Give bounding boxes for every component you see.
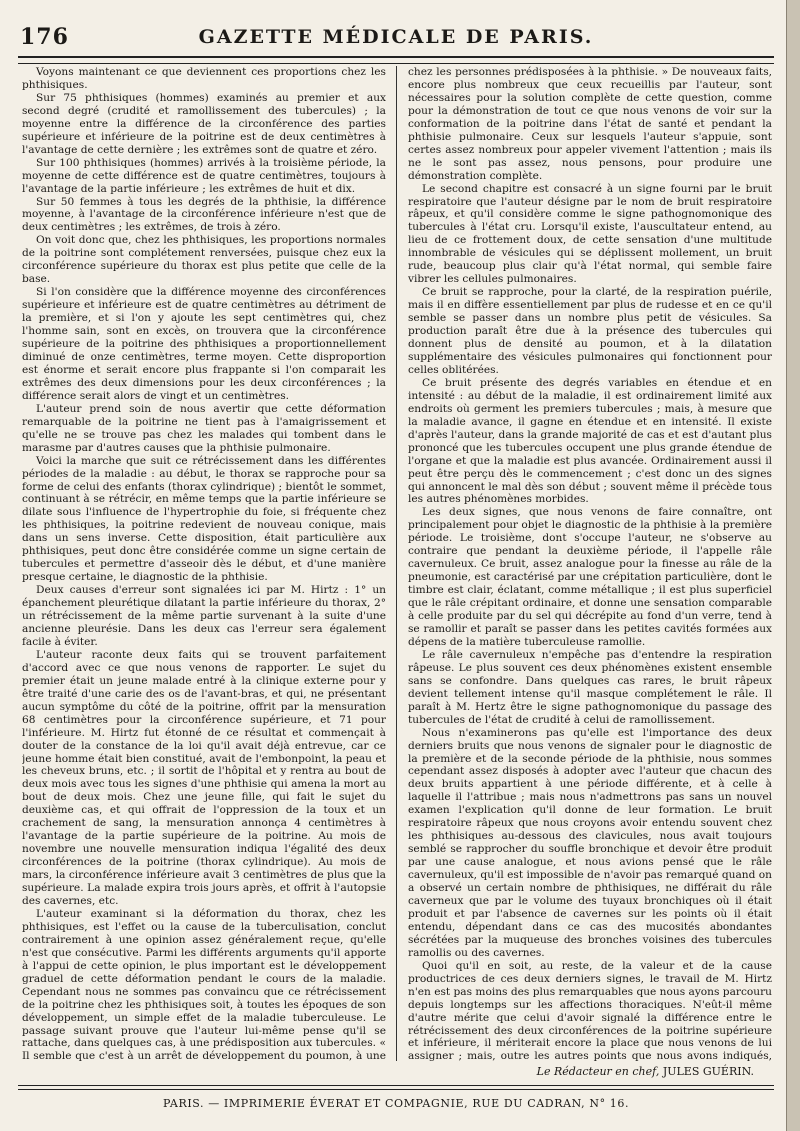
page-edge [786,0,800,1131]
paragraph: L'auteur examinant si la déformation du thorax, chez les phthisiques, est l'effet ou la cause de la tuberculisation, conclut contrairement à une opinion assez généralement reçue, qu'elle n'est que consécutive. Parmi les différents arguments qu'il apporte à l'appui de cette opinion, le plus important est le développement graduel de cette déformation pendant le cours de la maladie. Cependant nous ne sommes pas convaincu que ce rétrécissement de la poitrine chez les phthisiques soit, à toutes les époques de son développement, un simple effet de la maladie tuberculeuse. Le passage suivant prouve que l'auteur lui-même pense qu'il se rattache, dans quelques cas, à une prédisposition aux tubercules. « Il semble que c'est à un arrêt de développement du poumon, à une [22,907,386,1061]
paragraph: Si l'on considère que la différence moyenne des circonférences supérieure et inférieure est de quatre centimètres au détriment de la première, et si l'on y ajoute les sept centimètres qui, chez l'homme sain, sont en excès, on trouvera que la circonférence supérieure de la poitrine des phthisiques a proportionnellement diminué de onze centimètres, terme moyen. Cette disproportion est énorme et serait encore plus frappante si l'on comparait les extrêmes des deux dimensions pour les deux circonférences ; la différence serait alors de vingt et un centimètres. [22,286,386,402]
editor-signature [390,1065,754,1078]
paragraph: L'auteur prend soin de nous avertir que cette déformation remarquable de la poitrine ne tient pas à l'amaigrissement et qu'elle ne se trouve pas chez les malades qui tombent dans le marasme par d'autres causes que la phthisie pulmonaire. [22,402,386,454]
journal-title: GAZETTE MÉDICALE DE PARIS. [198,26,594,48]
footer-rule [18,1085,774,1090]
signature-role: Le Rédacteur en chef, [536,1065,660,1078]
paragraph: chez les personnes prédisposées à la phthisie. » De nouveaux faits, encore plus nombreux que ceux recueillis par l'auteur, sont nécessaires pour la solution complète de cette question, comme pour la démonstration de tout ce que nous venons de voir sur la conformation de la poitrine dans l'état de santé et pendant la phthisie pulmonaire. Ceux sur lesquels l'auteur s'appuie, sont certes assez nombreux pour appeler vivement l'attention ; mais ils ne le sont pas assez, nous pensons, pour produire une démonstration complète. [408,66,772,182]
column-divider [396,66,397,1061]
paragraph: Quoi qu'il en soit, au reste, de la valeur et de la cause productrices de ces deux derniers signes, le travail de M. Hirtz n'en est pas moins des plus remarquables que nous ayons parcouru depuis longtemps sur les affections thoraciques. N'eût-il même d'autre mérite que celui d'avoir signalé la différence entre le rétrécissement des deux circonférences de la poitrine supérieure et inférieure, il mériterait encore la place que nous venons de lui assigner ; mais, outre les autres points que nous avons indiqués, [408,959,772,1061]
paragraph: Ce bruit se rapproche, pour la clarté, de la respiration puérile, mais il en diffère essentiellement par plus de rudesse et en ce qu'il semble se passer dans un nombre plus petit de vésicules. Sa production paraît être due à la présence des tubercules qui donnent plus de densité au poumon, et à la dilatation supplémentaire des vésicules pulmonaires qui fonctionnent pour celles oblitérées. [408,286,772,376]
paragraph: Deux causes d'erreur sont signalées ici par M. Hirtz : 1° un épanchement pleurétique dilatant la partie inférieure du thorax, 2° un rétrécissement de la même partie survenant à la suite d'une ancienne pleurésie. Dans les deux cas l'erreur sera également facile à éviter. [22,584,386,648]
left-column [22,66,386,1061]
page-header [18,20,774,56]
paragraph: Le râle cavernuleux n'empêche pas d'entendre la respiration râpeuse. Le plus souvent ces deux phénomènes existent ensemble sans se confondre. Dans quelques cas rares, le bruit râpeux devient tellement intense qu'il masque complétement le râle. Il paraît à M. Hertz être le signe pathognomonique du passage des tubercules de l'état de crudité à celui de ramollissement. [408,648,772,726]
page-number: 176 [20,24,69,50]
signature-name: JULES GUÉRIN. [662,1065,754,1078]
paragraph: L'auteur raconte deux faits qui se trouvent parfaitement d'accord avec ce que nous venons de rapporter. Le sujet du premier était un jeune malade entré à la clinique externe pour y être traité d'une carie des os de l'avant-bras, et qui, ne présentant aucun symptôme du côté de la poitrine, offrit par la mensuration 68 centimètres pour la circonférence supérieure, et 71 pour l'inférieure. M. Hirtz fut étonné de ce résultat et commençait à douter de la constance de la loi qu'il avait déjà entrevue, car ce jeune homme était bien constitué, avait de l'embonpoint, la peau et les cheveux bruns, etc. ; il sortit de l'hôpital et y rentra au bout de deux mois avec tous les signes d'une phthisie qui amena la mort au bout de deux mois. Chez une jeune fille, qui fait le sujet du deuxième cas, et qui offrait de l'oppression de la toux et un crachement de sang, la mensuration annonça 4 centimètres à l'avantage de la partie supérieure de la poitrine. Au mois de novembre une nouvelle mensuration indiqua l'égalité des deux circonférences de la poitrine (thorax cylindrique). Au mois de mars, la circonférence inférieure avait 3 centimètres de plus que la supérieure. La malade expira trois jours après, et offrit à l'autopsie des cavernes, etc. [22,648,386,907]
paragraph: Ce bruit présente des degrés variables en étendue et en intensité : au début de la maladie, il est ordinairement limité aux endroits où germent les premiers tubercules ; mais, à mesure que la maladie avance, il gagne en étendue et en intensité. Il existe d'après l'auteur, dans la grande majorité de cas et est d'autant plus prononcé que les tubercules occupent une plus grande étendue de l'organe et que la maladie est plus avancée. Ordinairement aussi il peut être perçu dès le commencement ; c'est donc un des signes qui annoncent le mal dès son début ; souvent même il précède tous les autres phénomènes morbides. [408,376,772,506]
paragraph: Sur 50 femmes à tous les degrés de la phthisie, la différence moyenne, à l'avantage de la circonférence inférieure n'est que de deux centimètres ; les extrêmes, de trois à zéro. [22,195,386,234]
paragraph: Sur 100 phthisiques (hommes) arrivés à la troisième période, la moyenne de cette différence est de quatre centimètres, toujours à l'avantage de la partie inférieure ; les extrêmes de huit et dix. [22,156,386,195]
paragraph: Voici la marche que suit ce rétrécissement dans les différentes périodes de la maladie : au début, le thorax se rapproche pour sa forme de celui des enfants (thorax cylindrique) ; bientôt le sommet, continuant à se rétrécir, en même temps que la partie inférieure se dilate sous l'influence de l'hypertrophie du foie, si fréquente chez les phthisiques, la poitrine redevient de nouveau conique, mais dans un sens inverse. Cette disposition, était particulière aux phthisiques, peut donc être considérée comme un signe certain de tubercules et permettre d'asseoir dès le début, et d'une manière presque certaine, le diagnostic de la phthisie. [22,454,386,584]
paragraph: Sur 75 phthisiques (hommes) examinés au premier et aux second degré (crudité et ramollissement des tubercules) ; la moyenne entre la différence de la circonférence des parties supérieure et inférieure de la poitrine est de deux centimètres à l'avantage de cette dernière ; les extrêmes sont de quatre et zéro. [22,91,386,156]
header-rule [18,56,774,64]
article-body [18,66,774,1061]
right-column [408,66,772,1061]
paragraph: Les deux signes, que nous venons de faire connaître, ont principalement pour objet le diagnostic de la phthisie à la première période. Le troisième, dont s'occupe l'auteur, ne s'observe au contraire que pendant la deuxième période, il l'appelle râle cavernuleux. Ce bruit, assez analogue pour la finesse au râle de la pneumonie, est caractérisé par une crépitation particulière, dont le timbre est clair, éclatant, comme métallique ; il est plus superficiel que le râle crépitant ordinaire, et donne une sensation comparable à celle produite par du sel qui décrépite au fond d'un verre, tend à se ramollir et paraît se passer dans les petites cavités formées aux dépens de la matière tuberculeuse ramollie. [408,506,772,648]
paragraph: On voit donc que, chez les phthisiques, les proportions normales de la poitrine sont complétement renversées, puisque chez eux la circonférence supérieure du thorax est plus petite que celle de la base. [22,234,386,286]
paragraph: Nous n'examinerons pas qu'elle est l'importance des deux derniers bruits que nous venons de signaler pour le diagnostic de la première et de la seconde période de la phthisie, nous sommes cependant assez disposés à adopter avec l'auteur que chacun des deux bruits appartient à une période différente, et à celle à laquelle il l'attribue ; mais nous n'admettrons pas sans un nouvel examen l'explication qu'il donne de leur formation. Le bruit respiratoire râpeux que nous croyons avoir entendu souvent chez les phthisiques au-dessous des clavicules, nous avait toujours semblé se rapprocher du souffle bronchique et devoir être produit par une cause analogue, et nous avions pensé que le râle cavernuleux, qu'il est impossible de n'avoir pas remarqué quand on a observé un certain nombre de phthisiques, ne différait du râle caverneux que par le volume des tuyaux bronchiques où il était produit et par l'absence de cavernes sur les points où il était entendu, dépendant dans ce cas des mucosités abondantes sécrétées par la muqueuse des bronches voisines des tubercules ramollis ou des cavernes. [408,726,772,959]
printer-imprint: PARIS. — IMPRIMERIE ÉVERAT ET COMPAGNIE, RUE DU CADRAN, N° 16. [162,1097,630,1110]
paragraph: Voyons maintenant ce que deviennent ces proportions chez les phthisiques. [22,66,386,91]
paragraph: Le second chapitre est consacré à un signe fourni par le bruit respiratoire que l'auteur désigne par le nom de bruit respiratoire râpeux, et qu'il considère comme le signe pathognomonique des tubercules à l'état cru. Lorsqu'il existe, l'auscultateur entend, au lieu de ce frottement doux, de cette sensation d'une multitude innombrable de vésicules qui se déplissent mollement, un bruit rude, beaucoup plus clair qu'à l'état normal, qui semble faire vibrer les cellules pulmonaires. [408,182,772,286]
